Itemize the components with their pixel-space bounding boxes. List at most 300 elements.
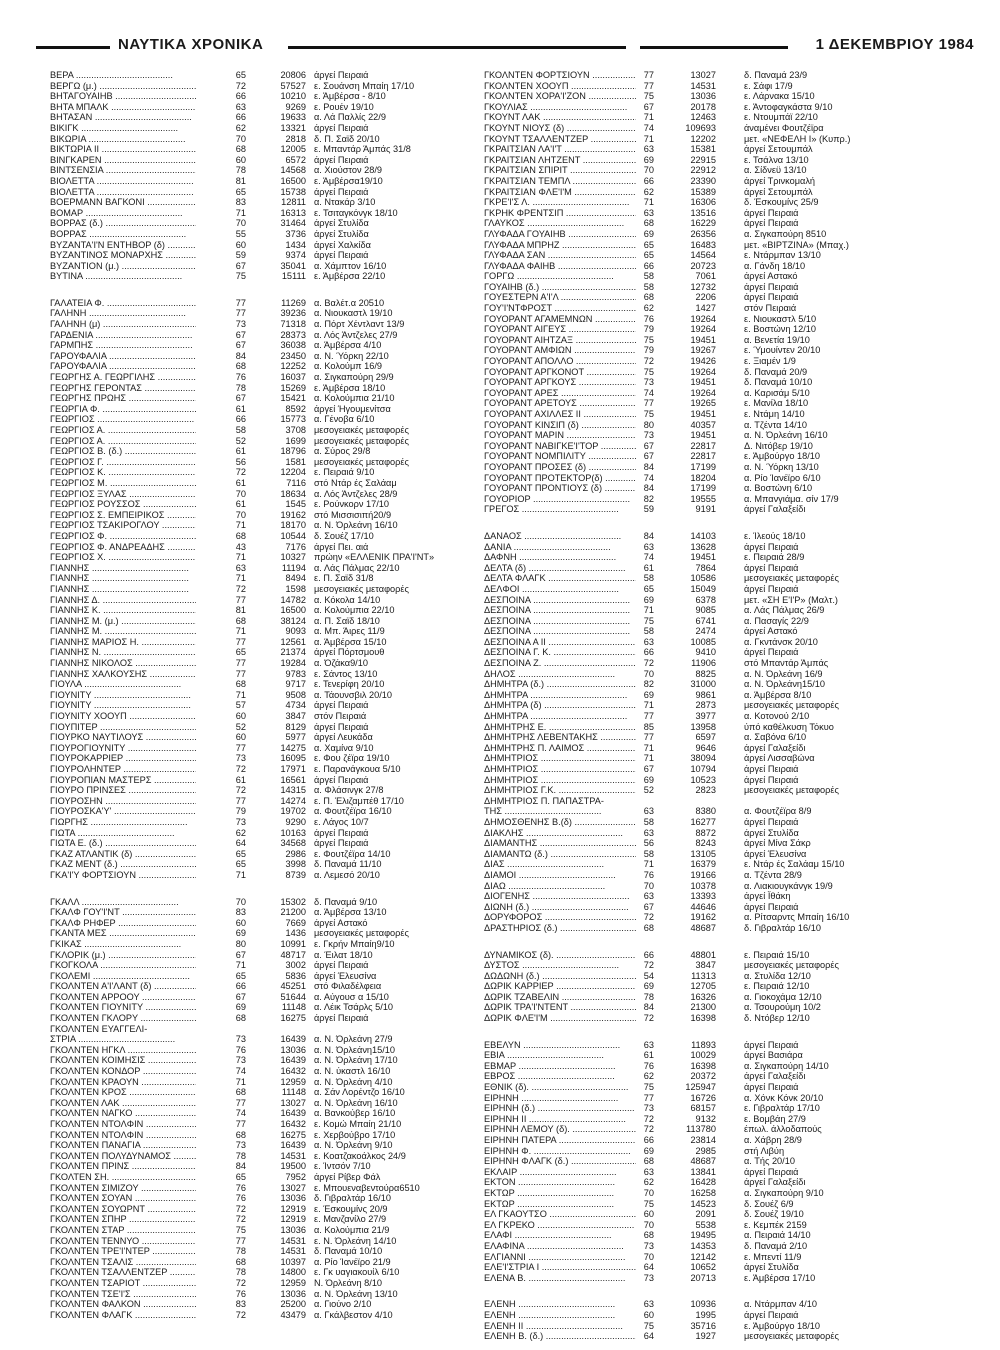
build-year: 76 bbox=[235, 1044, 246, 1055]
build-year: 65 bbox=[235, 1171, 246, 1182]
ship-position: άργεί Πειραιά bbox=[314, 250, 369, 261]
ship-position: α. Λέικ Τσάρλς 5/10 bbox=[314, 1002, 394, 1013]
build-year: 76 bbox=[643, 869, 654, 880]
build-year: 71 bbox=[643, 700, 654, 711]
gross-tonnage: 10327 bbox=[280, 552, 306, 563]
ship-position: άργεί Πειραιά bbox=[314, 838, 369, 849]
ship-position: άργεί Σετουμπάλ bbox=[744, 144, 813, 155]
gross-tonnage: 13027 bbox=[280, 1182, 306, 1193]
ship-position: α. Ν. Όρλεάνη 16/10 bbox=[314, 1097, 398, 1108]
ship-row bbox=[484, 563, 984, 574]
ship-row bbox=[484, 950, 984, 961]
ship-position: άργεί Γαλαξείδι bbox=[744, 742, 806, 753]
ship-position: ε. Άμβούργο 18/10 bbox=[744, 1320, 821, 1331]
ship-position: άργεί Πειραιά bbox=[744, 901, 799, 912]
ship-position: α. Μπανγιάμα. σίν 17/9 bbox=[744, 493, 839, 504]
ship-position: ε. Άμβέρσα - 8/10 bbox=[314, 91, 386, 102]
ship-name: ΓΟΥΟΡΑΝΤ ΝΟΜΠΙΛΙΤΥ ..... bbox=[484, 451, 636, 462]
ship-row bbox=[50, 176, 490, 187]
build-year: 77 bbox=[643, 80, 654, 91]
ship-position: ε. Βομβάη 27/9 bbox=[744, 1113, 806, 1124]
ship-row bbox=[50, 573, 490, 584]
ship-row bbox=[50, 261, 490, 272]
build-year: 85 bbox=[643, 721, 654, 732]
ship-row bbox=[50, 187, 490, 198]
ship-position: άργεί Στυλίδα bbox=[744, 827, 799, 838]
gross-tonnage: 18204 bbox=[690, 472, 716, 483]
build-year: 61 bbox=[235, 774, 246, 785]
build-year: 79 bbox=[235, 806, 246, 817]
ship-position: άργεί Ρίβερ Φάλ bbox=[314, 1171, 381, 1182]
build-year: 63 bbox=[643, 806, 654, 817]
gross-tonnage: 68157 bbox=[690, 1103, 716, 1114]
gross-tonnage: 12561 bbox=[280, 636, 306, 647]
gross-tonnage: 10652 bbox=[690, 1262, 716, 1273]
gross-tonnage: 48717 bbox=[280, 949, 306, 960]
ship-row bbox=[484, 775, 984, 786]
ship-name: ΓΟΥΟΡΑΝΤ ΠΡΟΝΤΙΟΥΣ (δ) ..... bbox=[484, 483, 636, 494]
gross-tonnage: 16037 bbox=[280, 372, 306, 383]
gross-tonnage: 14531 bbox=[280, 1235, 306, 1246]
ship-position: μεσογειακές μεταφορές bbox=[314, 456, 409, 467]
ship-position: ε. Κεμπέκ 2159 bbox=[744, 1219, 807, 1230]
ship-name: ΓΙΑΝΝΗΣ ..... bbox=[50, 573, 196, 584]
ship-name: ΓΑΡΔΕΝΙΑ ..... bbox=[50, 330, 196, 341]
ship-position: στό Μισσισιπή20/9 bbox=[314, 509, 392, 520]
ship-name: ΓΙΑΝΝΗΣ Ν. ..... bbox=[50, 647, 196, 658]
ship-row bbox=[50, 383, 490, 394]
ship-row bbox=[484, 1273, 984, 1284]
ship-name: ΔΙΑΜΑΝΤΩ (δ.) ..... bbox=[484, 849, 636, 860]
gross-tonnage: 18170 bbox=[280, 520, 306, 531]
ship-name: ΓΚΟΛΝΤΕΝ ΝΑΓΚΟ ..... bbox=[50, 1108, 196, 1119]
gross-tonnage: 21300 bbox=[690, 1002, 716, 1013]
build-year: 77 bbox=[235, 795, 246, 806]
ship-position: άργεί Έλευσίνα bbox=[314, 970, 377, 981]
ship-position: άργεί Πειραιά bbox=[744, 281, 799, 292]
ship-position: α. Λιακιουγκάνγκ 19/9 bbox=[744, 880, 833, 891]
ship-position: άργεί Πειραιά bbox=[744, 764, 799, 774]
ship-row bbox=[50, 218, 490, 229]
build-year: 70 bbox=[235, 133, 246, 144]
gross-tonnage: 1699 bbox=[285, 435, 306, 446]
gross-tonnage: 19451 bbox=[690, 430, 716, 441]
ship-row bbox=[50, 1236, 490, 1247]
build-year: 71 bbox=[235, 869, 246, 880]
build-year: 65 bbox=[235, 859, 246, 870]
ship-row bbox=[50, 950, 490, 961]
build-year: 68 bbox=[235, 1087, 246, 1098]
ship-name: ΒΕΡΓΩ (μ.) ..... bbox=[50, 81, 196, 92]
build-year: 67 bbox=[643, 451, 654, 462]
ship-position: α. Γάνδη 18/10 bbox=[744, 260, 806, 271]
ship-position: α. Ν. Όρλεάνη 16/9 bbox=[744, 668, 823, 679]
gross-tonnage: 15111 bbox=[281, 271, 306, 282]
build-year: 62 bbox=[643, 1177, 654, 1188]
build-year: 69 bbox=[643, 154, 654, 165]
build-year: 68 bbox=[235, 144, 246, 155]
ship-position: α. Πόρτ Χέντλαντ 13/9 bbox=[314, 319, 405, 330]
ship-name: ΓΚΟΛΝΤΕΝ ΕΥΑΓΓΕΛΙ- bbox=[50, 1023, 148, 1034]
ship-position: ε. Σάφι 17/9 bbox=[744, 80, 793, 91]
ship-name: ΔΙΟΓΕΝΗΣ ..... bbox=[484, 891, 636, 902]
ship-position: α. Κολούμπια 21/10 bbox=[314, 393, 395, 404]
ship-position: άργεί Πειραιά bbox=[744, 1166, 799, 1177]
build-year: 52 bbox=[235, 435, 246, 446]
build-year: 79 bbox=[643, 345, 654, 356]
gross-tonnage: 15302 bbox=[280, 896, 306, 907]
build-year: 78 bbox=[235, 382, 246, 393]
build-year: 68 bbox=[643, 1230, 654, 1241]
gross-tonnage: 9717 bbox=[285, 679, 306, 690]
ship-position: άργεί Ϊθάκη bbox=[744, 891, 791, 902]
ship-row bbox=[50, 91, 490, 102]
publication-title: ΝΑΥΤΙΚΑ ΧΡΟΝΙΚΑ bbox=[114, 36, 267, 53]
ship-name: ΓΚΟΛΝΤΕΝ ΦΛΑΓΚ ..... bbox=[50, 1310, 196, 1321]
build-year: 73 bbox=[643, 1103, 654, 1114]
ship-name: ΓΕΩΡΓΗΣ Α. ΓΕΩΡΓΙΛΗΣ ..... bbox=[50, 372, 196, 383]
ship-name: ΒΙΝΤΣΕΝΣΙΑ ..... bbox=[50, 165, 196, 176]
gross-tonnage: 8494 bbox=[285, 573, 306, 584]
gross-tonnage: 31000 bbox=[690, 679, 716, 690]
build-year: 60 bbox=[235, 239, 246, 250]
build-year: 62 bbox=[235, 827, 246, 838]
gross-tonnage: 20723 bbox=[690, 260, 716, 271]
gross-tonnage: 109693 bbox=[685, 122, 716, 133]
gross-tonnage: 15381 bbox=[690, 144, 716, 155]
build-year: 77 bbox=[235, 668, 246, 679]
ship-row bbox=[50, 1055, 490, 1066]
ship-row bbox=[484, 743, 984, 754]
build-year: 65 bbox=[235, 970, 246, 981]
build-year: 71 bbox=[643, 197, 654, 208]
build-year: 62 bbox=[643, 303, 654, 314]
ship-name: ΓΑΛΑΤΕΙΑ Φ. ..... bbox=[50, 298, 196, 309]
build-year: 83 bbox=[235, 907, 246, 918]
ship-row bbox=[484, 430, 984, 441]
gross-tonnage: 13958 bbox=[690, 721, 716, 732]
ship-name: ΓΟΥΕΣΤΕΡΝ Α'Ι'Λ ..... bbox=[484, 292, 636, 303]
ship-name: ΓΚΛΟΡΙΚ (μ.) ..... bbox=[50, 950, 196, 961]
ship-name: ΓΚΟΛΝΤΕΝ ΚΡΑΟΥΝ ..... bbox=[50, 1077, 196, 1088]
ship-name: ΓΟΥΑΙΗΒ (δ.) ..... bbox=[484, 282, 636, 293]
ship-position: άργεί Πειραιά bbox=[314, 960, 369, 971]
ship-position: ε. Γιβραλτάρ 17/10 bbox=[744, 1103, 820, 1114]
ship-row bbox=[484, 981, 984, 992]
build-year: 77 bbox=[235, 658, 246, 669]
gross-tonnage: 11194 bbox=[281, 562, 306, 573]
ship-row bbox=[484, 584, 984, 595]
ship-name: ΓΚΡΗΚ ΦΡΕΝΤΣΙΠ ..... bbox=[484, 208, 636, 219]
ship-row bbox=[484, 1082, 984, 1093]
build-year: 52 bbox=[643, 785, 654, 796]
ship-position: μεσογειακές μεταφορές bbox=[744, 1331, 839, 1342]
ship-row bbox=[484, 494, 984, 505]
ship-position: α. Τάουνσβιλ 20/10 bbox=[314, 689, 393, 700]
build-year: 60 bbox=[235, 154, 246, 165]
ship-row bbox=[484, 483, 984, 494]
ship-position: άναμένει Φουτζέϊρα bbox=[744, 122, 824, 133]
build-year: 68 bbox=[643, 922, 654, 933]
ship-row bbox=[50, 1130, 490, 1141]
ship-position: ε. Κομώ Μπαίη 21/10 bbox=[314, 1119, 402, 1129]
ship-name: ΓΛΥΦΑΔΑ ΜΠΡΗΖ ..... bbox=[484, 240, 636, 251]
ship-row bbox=[50, 404, 490, 415]
ship-name: ΓΟΥΟΡΑΝΤ ΑΠΟΛΛΟ ..... bbox=[484, 356, 636, 367]
ship-name: ΓΑΛΗΝΗ (μ) ..... bbox=[50, 319, 196, 330]
build-year: 70 bbox=[235, 218, 246, 229]
ship-name: ΓΚΟΛΝΤΕΝ ΚΟΝΔΟΡ ..... bbox=[50, 1066, 196, 1077]
gross-tonnage: 22915 bbox=[690, 154, 716, 165]
build-year: 76 bbox=[235, 1193, 246, 1204]
ship-name: ΒΥΖΑΝΤΙΝΟΣ ΜΟΝΑΡΧΗΣ ..... bbox=[50, 250, 196, 261]
build-year: 77 bbox=[235, 297, 246, 308]
ship-position: α. Νιουκαστλ 19/10 bbox=[314, 308, 393, 319]
build-year: 77 bbox=[643, 732, 654, 743]
gross-tonnage: 14523 bbox=[690, 1198, 716, 1209]
ship-name: ΓΙΟΥΡΟΣΗΝ ..... bbox=[50, 796, 196, 807]
ship-position: ε. Λάρνακα 15/10 bbox=[744, 91, 815, 102]
build-year: 77 bbox=[235, 308, 246, 319]
ship-position: α. Χαμίνα 9/10 bbox=[314, 742, 374, 753]
ship-name: ΓΚΟΛΝΤΕΝ ΝΤΟΛΦΙΝ ..... bbox=[50, 1119, 196, 1130]
ship-name: ΕΚΛΑΙΡ ..... bbox=[484, 1167, 636, 1178]
ship-name: ΓΚΟΥΝΤ ΝΙΟΥΣ (δ) ..... bbox=[484, 123, 636, 134]
gross-tonnage: 15269 bbox=[280, 382, 306, 393]
ship-name: ΓΚΟΛΕΜΙ ..... bbox=[50, 971, 196, 982]
ship-row bbox=[484, 123, 984, 134]
ship-row bbox=[50, 849, 490, 860]
gross-tonnage: 9410 bbox=[695, 647, 716, 658]
ship-row bbox=[50, 271, 490, 282]
ship-position: α. Σιγκαπούρη 14/10 bbox=[744, 1060, 829, 1071]
build-year: 72 bbox=[643, 960, 654, 971]
gross-tonnage: 4734 bbox=[285, 700, 306, 711]
ship-position: άργεί Γαλαξείδι bbox=[744, 1177, 806, 1188]
ship-row bbox=[484, 292, 984, 303]
ship-position: α. Ν. Όρλεάνη15/10 bbox=[744, 679, 826, 690]
gross-tonnage: 14531 bbox=[690, 80, 716, 91]
ship-row bbox=[484, 605, 984, 616]
gross-tonnage: 10397 bbox=[280, 1256, 306, 1267]
ship-row bbox=[50, 446, 490, 457]
build-year: 65 bbox=[235, 848, 246, 859]
ship-row bbox=[484, 176, 984, 187]
ship-row bbox=[50, 584, 490, 595]
header-rule-left bbox=[36, 46, 110, 49]
gross-tonnage: 10544 bbox=[280, 530, 306, 541]
ship-row bbox=[484, 732, 984, 743]
build-year: 71 bbox=[643, 742, 654, 753]
ship-position: ε. Άντοφαγκάστα 9/10 bbox=[744, 101, 833, 112]
ship-row bbox=[50, 971, 490, 982]
ship-row bbox=[484, 81, 984, 92]
ship-position: δ. Παναμά 10/10 bbox=[744, 377, 813, 388]
ship-position: α. Βοστώνη 6/10 bbox=[744, 483, 813, 494]
build-year: 72 bbox=[643, 912, 654, 923]
ship-name: ΔΙΑΣ ..... bbox=[484, 859, 636, 870]
ship-name: ΓΚΟΛΝΤΕΝ ΣΙΜΙΖΟΥ ..... bbox=[50, 1183, 196, 1194]
ship-position: α. Σιγκαπούρη 8510 bbox=[744, 228, 827, 239]
ship-row bbox=[50, 870, 490, 881]
ship-row bbox=[484, 229, 984, 240]
ship-position: ε. Ρουέν 19/10 bbox=[314, 101, 374, 112]
ship-name: ΓΕΩΡΓΙΟΣ Β. (δ.) ..... bbox=[50, 446, 196, 457]
ship-row bbox=[484, 859, 984, 870]
ship-name: ΒΟΕΡΜΑΝΝ ΒΑΓΚΟΝΙ ..... bbox=[50, 197, 196, 208]
issue-date: 1 ΔΕΚΕΜΒΡΙΟΥ 1984 bbox=[812, 36, 978, 53]
ship-row bbox=[50, 112, 490, 123]
gross-tonnage: 19264 bbox=[690, 313, 716, 324]
gross-tonnage: 2091 bbox=[695, 1209, 716, 1220]
ship-row bbox=[50, 1034, 490, 1045]
ship-position: άργεί Λευκάδα bbox=[314, 732, 373, 743]
ship-row bbox=[50, 785, 490, 796]
gross-tonnage: 12705 bbox=[690, 981, 716, 992]
build-year: 71 bbox=[235, 552, 246, 563]
ship-name: ΔΕΛΤΑ (δ) ..... bbox=[484, 563, 636, 574]
gross-tonnage: 14274 bbox=[280, 795, 306, 806]
ship-position: α. Π. Σαϊδ 18/10 bbox=[314, 615, 380, 626]
ship-position: άργεί Πειραιά bbox=[314, 827, 369, 838]
ship-row bbox=[50, 775, 490, 786]
build-year: 74 bbox=[643, 387, 654, 398]
ship-position: ε. Γκ υαγιακουίλ 6/10 bbox=[314, 1267, 400, 1278]
ship-position: ε. Π. Έλιζαμπέθ 17/10 bbox=[314, 795, 404, 806]
build-year: 84 bbox=[643, 530, 654, 541]
ship-name: ΓΕΩΡΓΙΟΣ Φ. ΑΝΔΡΕΑΔΗΣ ..... bbox=[50, 542, 196, 553]
ship-position: α. Ν. Όρλεάνη 27/9 bbox=[314, 1034, 393, 1045]
build-year: 83 bbox=[235, 197, 246, 208]
ship-row bbox=[484, 1146, 984, 1157]
ship-position: άργεί Αστακό bbox=[744, 626, 798, 637]
ship-row bbox=[50, 542, 490, 553]
ship-row bbox=[484, 271, 984, 282]
ship-name: ΔΕΛΦΟΙ ..... bbox=[484, 584, 636, 595]
build-year: 65 bbox=[643, 583, 654, 594]
ship-position: α. Βενετία 19/10 bbox=[744, 334, 810, 345]
gross-tonnage: 13628 bbox=[690, 541, 716, 552]
ship-row bbox=[50, 690, 490, 701]
ship-name: ΕΛΕΝΑ Β. ..... bbox=[484, 1273, 636, 1284]
ship-position: μεσογειακές μεταφορές bbox=[744, 700, 839, 711]
ship-position: μεσογειακές μεταφορές bbox=[744, 960, 839, 971]
ship-row bbox=[484, 102, 984, 113]
ship-name: ΕΛΕΝΗ ..... bbox=[484, 1310, 636, 1321]
gross-tonnage: 19162 bbox=[690, 912, 716, 923]
gross-tonnage: 2873 bbox=[695, 700, 716, 711]
ship-row bbox=[50, 520, 490, 531]
ship-name: ΓΚΡΕ'Ι'Σ Λ. ..... bbox=[484, 197, 636, 208]
ship-position: α. Κολούμπια 22/10 bbox=[314, 605, 395, 616]
ship-row bbox=[484, 240, 984, 251]
gross-tonnage: 16500 bbox=[280, 605, 306, 616]
ship-position: δ. Παναμά 11/10 bbox=[314, 859, 382, 870]
build-year: 63 bbox=[235, 562, 246, 573]
gross-tonnage: 35716 bbox=[690, 1320, 716, 1331]
ship-row bbox=[484, 409, 984, 420]
build-year: 66 bbox=[235, 981, 246, 992]
build-year: 75 bbox=[235, 1224, 246, 1235]
build-year: 59 bbox=[643, 504, 654, 515]
ship-position: άργεί Στυλίδα bbox=[314, 218, 369, 229]
ship-row bbox=[50, 897, 490, 908]
ship-name: ΔΗΜΗΤΡΑ ..... bbox=[484, 690, 636, 701]
build-year: 60 bbox=[643, 1309, 654, 1320]
ship-row bbox=[484, 1167, 984, 1178]
ship-position: ε. Πειραιά 9/10 bbox=[314, 467, 375, 478]
ship-position: α. Φουτζέϊρα 16/10 bbox=[314, 806, 392, 817]
gross-tonnage: 7952 bbox=[285, 1171, 306, 1182]
gross-tonnage: 16258 bbox=[690, 1187, 716, 1198]
ship-position: α. Γιούνο 2/10 bbox=[314, 1299, 372, 1310]
ship-row bbox=[50, 1299, 490, 1310]
ship-row bbox=[50, 1161, 490, 1172]
ship-row bbox=[484, 441, 984, 452]
ship-name: ΓΑΡΜΠΗΣ ..... bbox=[50, 340, 196, 351]
ship-position: α. Τής 20/10 bbox=[744, 1156, 795, 1167]
gross-tonnage: 19633 bbox=[280, 112, 306, 123]
ship-name: ΓΕΩΡΓΙΟΣ Γ. ..... bbox=[50, 457, 196, 468]
ship-position: άργεί Πειραιά bbox=[744, 1309, 799, 1320]
gross-tonnage: 10378 bbox=[690, 880, 716, 891]
build-year: 67 bbox=[235, 991, 246, 1002]
gross-tonnage: 20372 bbox=[690, 1071, 716, 1082]
gross-tonnage: 1436 bbox=[285, 928, 306, 939]
ship-name: ΓΚΟΛΝΤΕΝ ΣΟΥΑΝ ..... bbox=[50, 1193, 196, 1204]
ship-name: ΔΟΡΥΦΟΡΟΣ ..... bbox=[484, 912, 636, 923]
ship-name: ΔΙΩΝΗ (δ.) ..... bbox=[484, 902, 636, 913]
build-year: 73 bbox=[643, 1272, 654, 1283]
build-year: 73 bbox=[643, 430, 654, 441]
ship-position: α. Γκντάνσκ 20/10 bbox=[744, 636, 818, 647]
ship-row bbox=[50, 81, 490, 92]
section-gap bbox=[50, 282, 490, 298]
ship-name: ΓΚΡΑΙΤΣΙΑΝ ΤΕΜΠΛ ..... bbox=[484, 176, 636, 187]
build-year: 66 bbox=[235, 112, 246, 123]
ship-row bbox=[484, 828, 984, 839]
ship-row bbox=[50, 552, 490, 563]
ship-position: α. Λάς Πάλμας 22/10 bbox=[314, 562, 400, 573]
ship-name: ΓΙΟΥΝΙΤΥ ΧΟΟΥΠ ..... bbox=[50, 711, 196, 722]
ship-row bbox=[50, 658, 490, 669]
ship-row bbox=[484, 398, 984, 409]
build-year: 62 bbox=[235, 122, 246, 133]
ship-name: ΓΕΩΡΓΙΑ Φ. ..... bbox=[50, 404, 196, 415]
build-year: 77 bbox=[235, 742, 246, 753]
ship-name: ΓΚΟΥΝΤ ΛΑΚ ..... bbox=[484, 112, 636, 123]
build-year: 78 bbox=[643, 991, 654, 1002]
build-year: 63 bbox=[643, 891, 654, 902]
gross-tonnage: 35041 bbox=[280, 260, 306, 271]
ship-name: ΔΕΣΠΟΙΝΑ Ζ. ..... bbox=[484, 658, 636, 669]
ship-name: ΕΛΕΝΗ ΙΙ ..... bbox=[484, 1321, 636, 1332]
ship-position: α. Ν. Όρλεάνη 16/10 bbox=[744, 430, 828, 441]
ship-name: ΓΚΟΛΝΤΕΝ Α'Ι'ΛΑΝΤ (δ) ..... bbox=[50, 981, 196, 992]
gross-tonnage: 6378 bbox=[695, 594, 716, 605]
ship-name: ΔΗΜΗΤΡΑ (δ.) ..... bbox=[484, 679, 636, 690]
ship-row bbox=[50, 1310, 490, 1321]
ship-row bbox=[50, 478, 490, 489]
ship-position: α. Σιγκαπούρη 29/9 bbox=[314, 372, 394, 383]
ship-row bbox=[50, 1098, 490, 1109]
ship-row bbox=[484, 806, 984, 817]
ship-name: ΓΕΩΡΓΙΟΣ Φ. ..... bbox=[50, 531, 196, 542]
gross-tonnage: 57527 bbox=[280, 80, 306, 91]
ship-row bbox=[50, 414, 490, 425]
build-year: 66 bbox=[643, 647, 654, 658]
ship-position: α. Χάβρη 28/9 bbox=[744, 1135, 802, 1145]
